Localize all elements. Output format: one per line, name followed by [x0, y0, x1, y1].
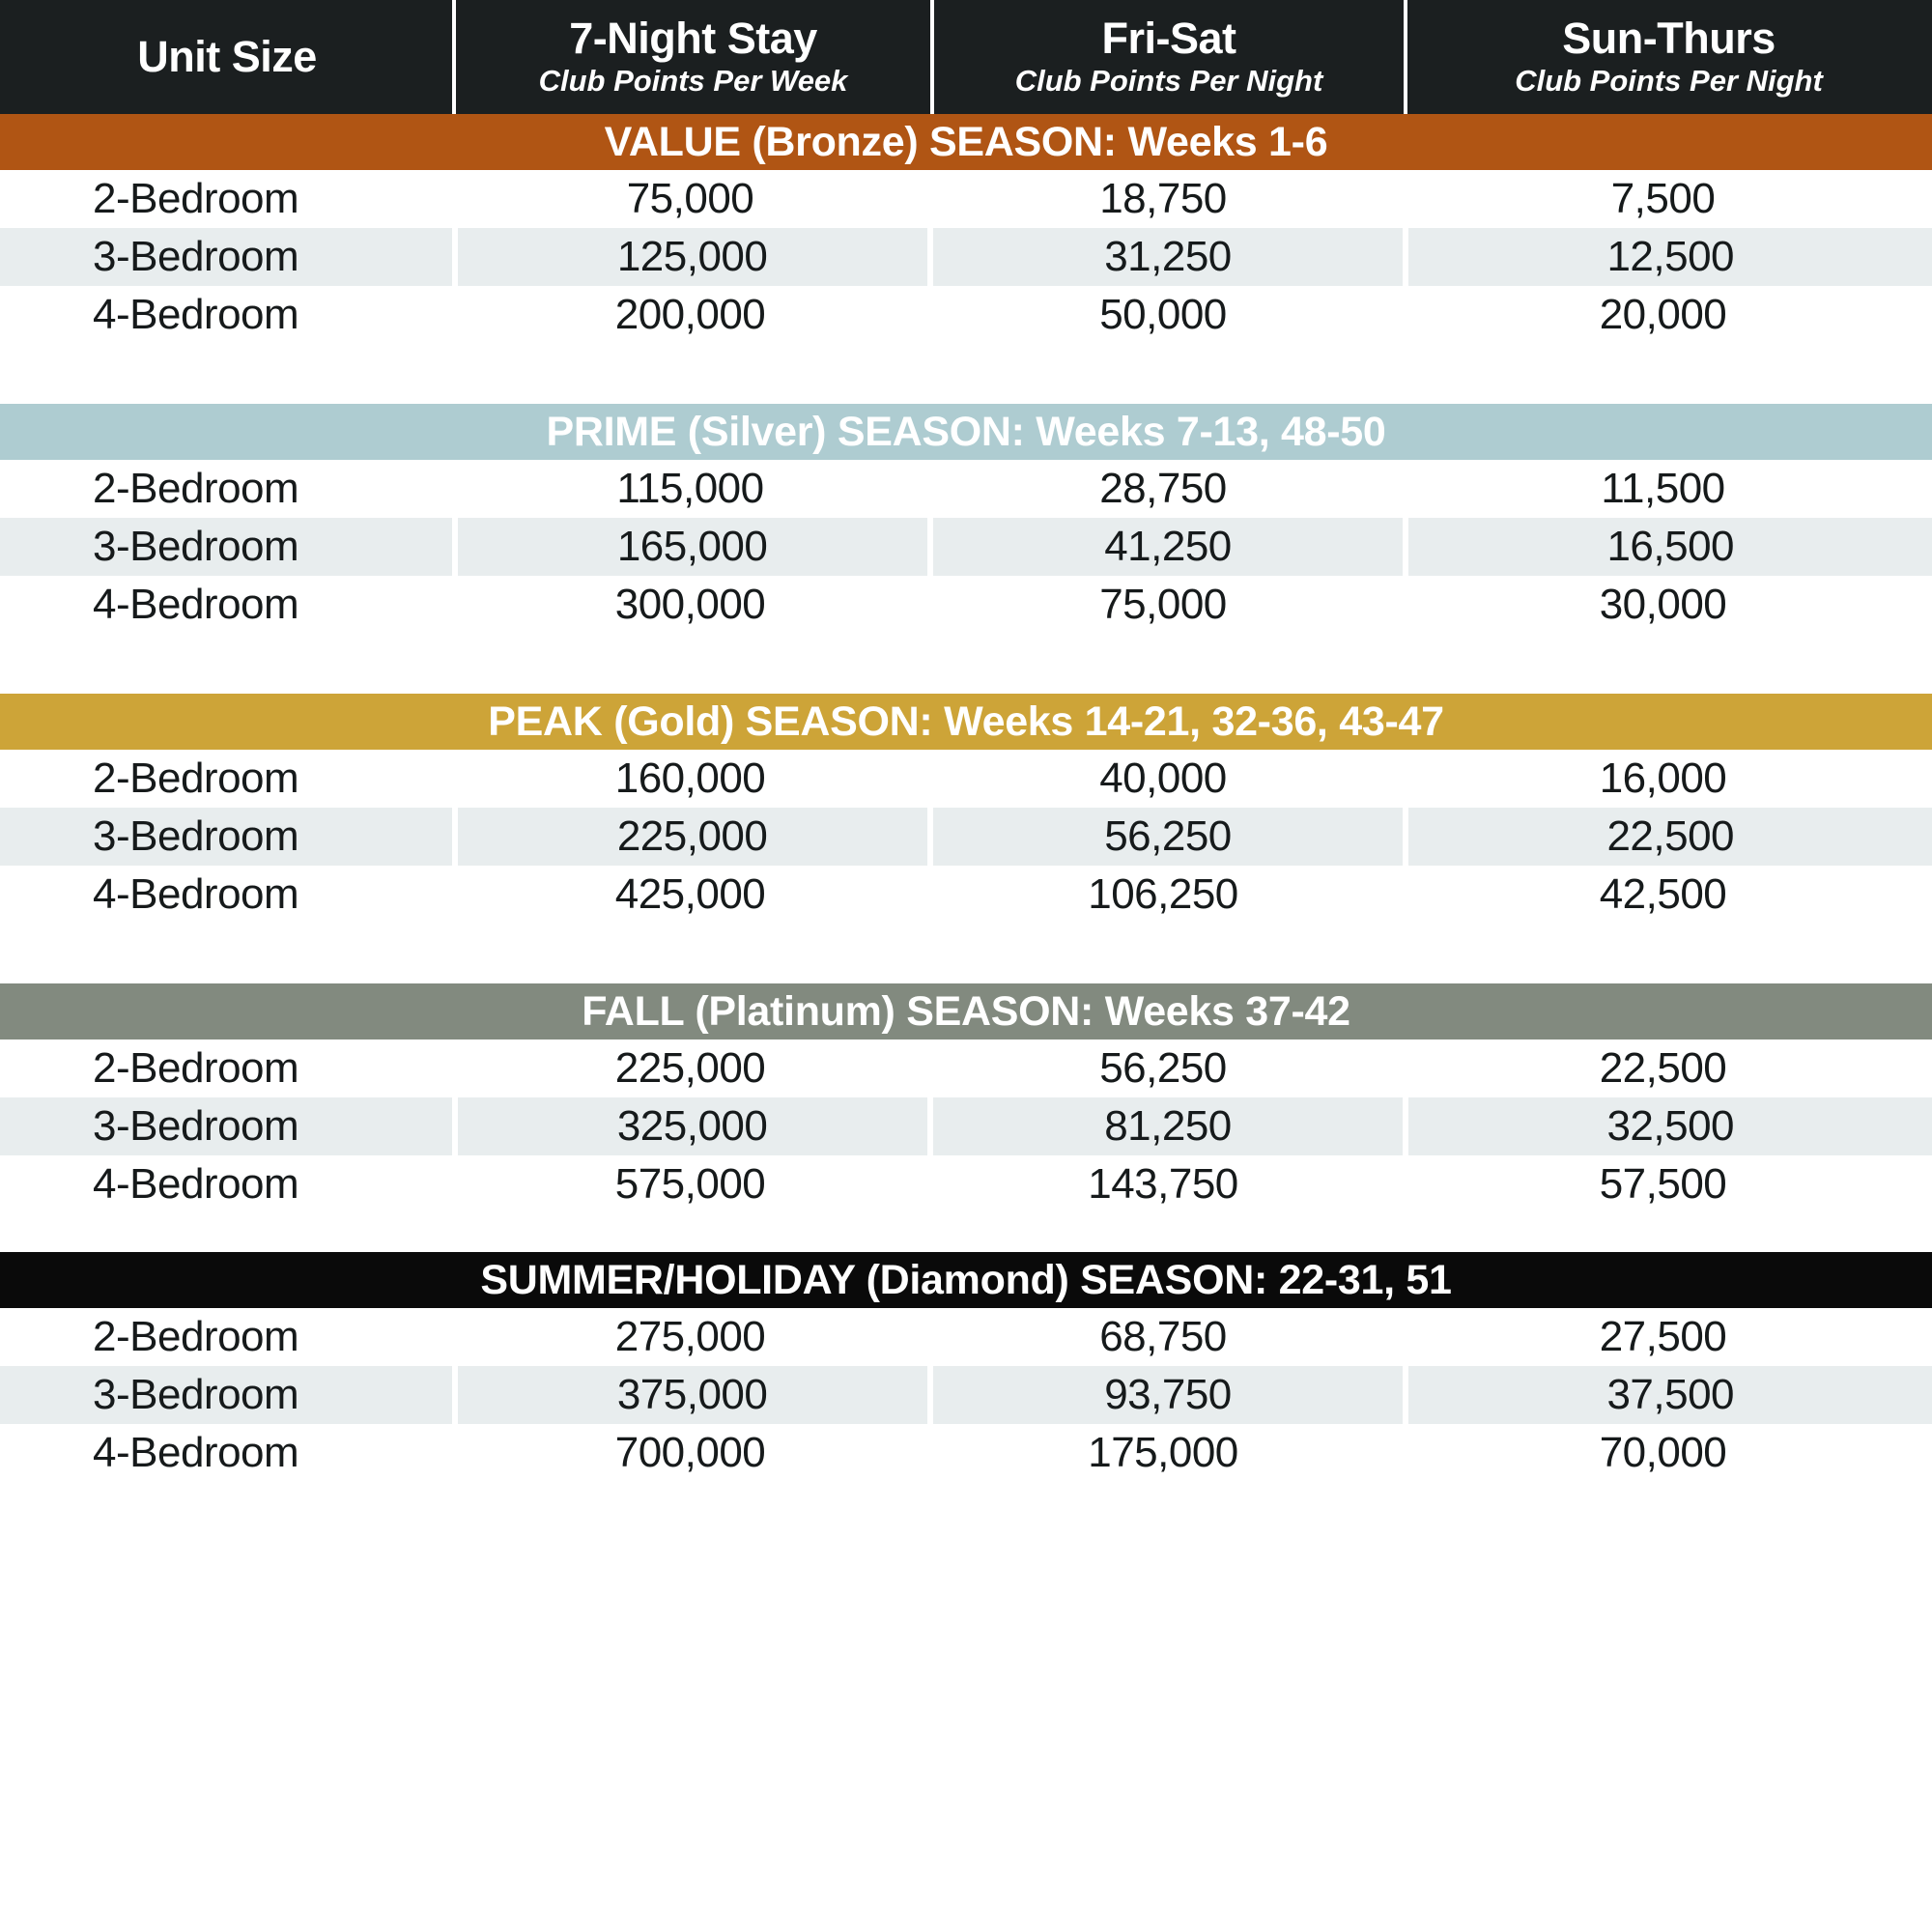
column-header-fri-sat-subtitle: Club Points Per Night	[1014, 64, 1323, 99]
cell-sun-thurs: 57,500	[1400, 1155, 1926, 1213]
cell-7-night-stay: 325,000	[452, 1097, 927, 1155]
cell-unit-size: 2-Bedroom	[0, 750, 454, 808]
table-row	[0, 518, 1932, 576]
cell-7-night-stay: 165,000	[452, 518, 927, 576]
season-rows-silver	[0, 460, 1932, 634]
cell-sun-thurs: 32,500	[1403, 1097, 1932, 1155]
cell-fri-sat: 93,750	[927, 1366, 1404, 1424]
cell-fri-sat: 40,000	[926, 750, 1400, 808]
cell-7-night-stay: 700,000	[454, 1424, 926, 1482]
cell-7-night-stay: 225,000	[452, 808, 927, 866]
cell-7-night-stay: 575,000	[454, 1155, 926, 1213]
cell-7-night-stay: 160,000	[454, 750, 926, 808]
table-row	[0, 1424, 1932, 1482]
cell-sun-thurs: 16,500	[1403, 518, 1932, 576]
column-header-fri-sat-title: Fri-Sat	[1101, 14, 1236, 64]
cell-sun-thurs: 30,000	[1400, 576, 1926, 634]
table-row	[0, 170, 1932, 228]
cell-unit-size: 3-Bedroom	[0, 808, 452, 866]
table-row	[0, 866, 1932, 924]
cell-7-night-stay: 225,000	[454, 1039, 926, 1097]
season-band-platinum: FALL (Platinum) SEASON: Weeks 37-42	[0, 983, 1932, 1039]
cell-fri-sat: 75,000	[926, 576, 1400, 634]
cell-7-night-stay: 425,000	[454, 866, 926, 924]
table-row	[0, 1039, 1932, 1097]
season-rows-platinum	[0, 1039, 1932, 1213]
cell-fri-sat: 81,250	[927, 1097, 1404, 1155]
table-row	[0, 808, 1932, 866]
cell-unit-size: 4-Bedroom	[0, 866, 454, 924]
cell-7-night-stay: 75,000	[454, 170, 926, 228]
season-rows-gold	[0, 750, 1932, 924]
cell-fri-sat: 41,250	[927, 518, 1404, 576]
section-spacer	[0, 344, 1932, 404]
table-row	[0, 228, 1932, 286]
season-sections	[0, 114, 1932, 1482]
column-header-fri-sat	[932, 0, 1406, 114]
cell-unit-size: 4-Bedroom	[0, 1155, 454, 1213]
cell-fri-sat: 28,750	[926, 460, 1400, 518]
season-band-gold: PEAK (Gold) SEASON: Weeks 14-21, 32-36, 43-47	[0, 694, 1932, 750]
column-header-sun-thurs	[1406, 0, 1932, 114]
cell-7-night-stay: 200,000	[454, 286, 926, 344]
cell-unit-size: 2-Bedroom	[0, 1039, 454, 1097]
cell-fri-sat: 56,250	[927, 808, 1404, 866]
table-row	[0, 576, 1932, 634]
cell-7-night-stay: 275,000	[454, 1308, 926, 1366]
cell-sun-thurs: 42,500	[1400, 866, 1926, 924]
column-header-7-night-stay-subtitle: Club Points Per Week	[538, 64, 848, 99]
season-rows-bronze	[0, 170, 1932, 344]
cell-unit-size: 4-Bedroom	[0, 576, 454, 634]
cell-7-night-stay: 125,000	[452, 228, 927, 286]
cell-sun-thurs: 22,500	[1400, 1039, 1926, 1097]
season-band-bronze: VALUE (Bronze) SEASON: Weeks 1-6	[0, 114, 1932, 170]
column-header-7-night-stay	[454, 0, 932, 114]
cell-fri-sat: 31,250	[927, 228, 1404, 286]
table-row	[0, 1366, 1932, 1424]
table-row	[0, 460, 1932, 518]
cell-unit-size: 3-Bedroom	[0, 1366, 452, 1424]
cell-unit-size: 3-Bedroom	[0, 228, 452, 286]
cell-fri-sat: 68,750	[926, 1308, 1400, 1366]
cell-unit-size: 4-Bedroom	[0, 1424, 454, 1482]
cell-7-night-stay: 300,000	[454, 576, 926, 634]
cell-unit-size: 2-Bedroom	[0, 170, 454, 228]
column-header-unit-size-title: Unit Size	[137, 32, 317, 82]
cell-fri-sat: 175,000	[926, 1424, 1400, 1482]
cell-fri-sat: 106,250	[926, 866, 1400, 924]
cell-unit-size: 2-Bedroom	[0, 460, 454, 518]
table-row	[0, 1097, 1932, 1155]
cell-7-night-stay: 115,000	[454, 460, 926, 518]
table-row	[0, 286, 1932, 344]
season-band-diamond: SUMMER/HOLIDAY (Diamond) SEASON: 22-31, 51	[0, 1252, 1932, 1308]
cell-fri-sat: 56,250	[926, 1039, 1400, 1097]
cell-fri-sat: 50,000	[926, 286, 1400, 344]
cell-sun-thurs: 11,500	[1400, 460, 1926, 518]
cell-7-night-stay: 375,000	[452, 1366, 927, 1424]
season-band-silver: PRIME (Silver) SEASON: Weeks 7-13, 48-50	[0, 404, 1932, 460]
table-header-row	[0, 0, 1932, 114]
cell-sun-thurs: 20,000	[1400, 286, 1926, 344]
section-spacer	[0, 634, 1932, 694]
table-row	[0, 1308, 1932, 1366]
cell-unit-size: 3-Bedroom	[0, 518, 452, 576]
cell-fri-sat: 18,750	[926, 170, 1400, 228]
section-spacer	[0, 924, 1932, 983]
column-header-unit-size	[0, 0, 454, 114]
column-header-sun-thurs-title: Sun-Thurs	[1562, 14, 1776, 64]
season-rows-diamond	[0, 1308, 1932, 1482]
cell-unit-size: 3-Bedroom	[0, 1097, 452, 1155]
cell-fri-sat: 143,750	[926, 1155, 1400, 1213]
cell-sun-thurs: 16,000	[1400, 750, 1926, 808]
cell-sun-thurs: 12,500	[1403, 228, 1932, 286]
table-row	[0, 750, 1932, 808]
section-spacer	[0, 1213, 1932, 1252]
column-header-7-night-stay-title: 7-Night Stay	[569, 14, 817, 64]
table-row	[0, 1155, 1932, 1213]
cell-sun-thurs: 22,500	[1403, 808, 1932, 866]
cell-sun-thurs: 27,500	[1400, 1308, 1926, 1366]
cell-sun-thurs: 70,000	[1400, 1424, 1926, 1482]
cell-unit-size: 2-Bedroom	[0, 1308, 454, 1366]
cell-sun-thurs: 37,500	[1403, 1366, 1932, 1424]
cell-unit-size: 4-Bedroom	[0, 286, 454, 344]
column-header-sun-thurs-subtitle: Club Points Per Night	[1515, 64, 1823, 99]
cell-sun-thurs: 7,500	[1400, 170, 1926, 228]
